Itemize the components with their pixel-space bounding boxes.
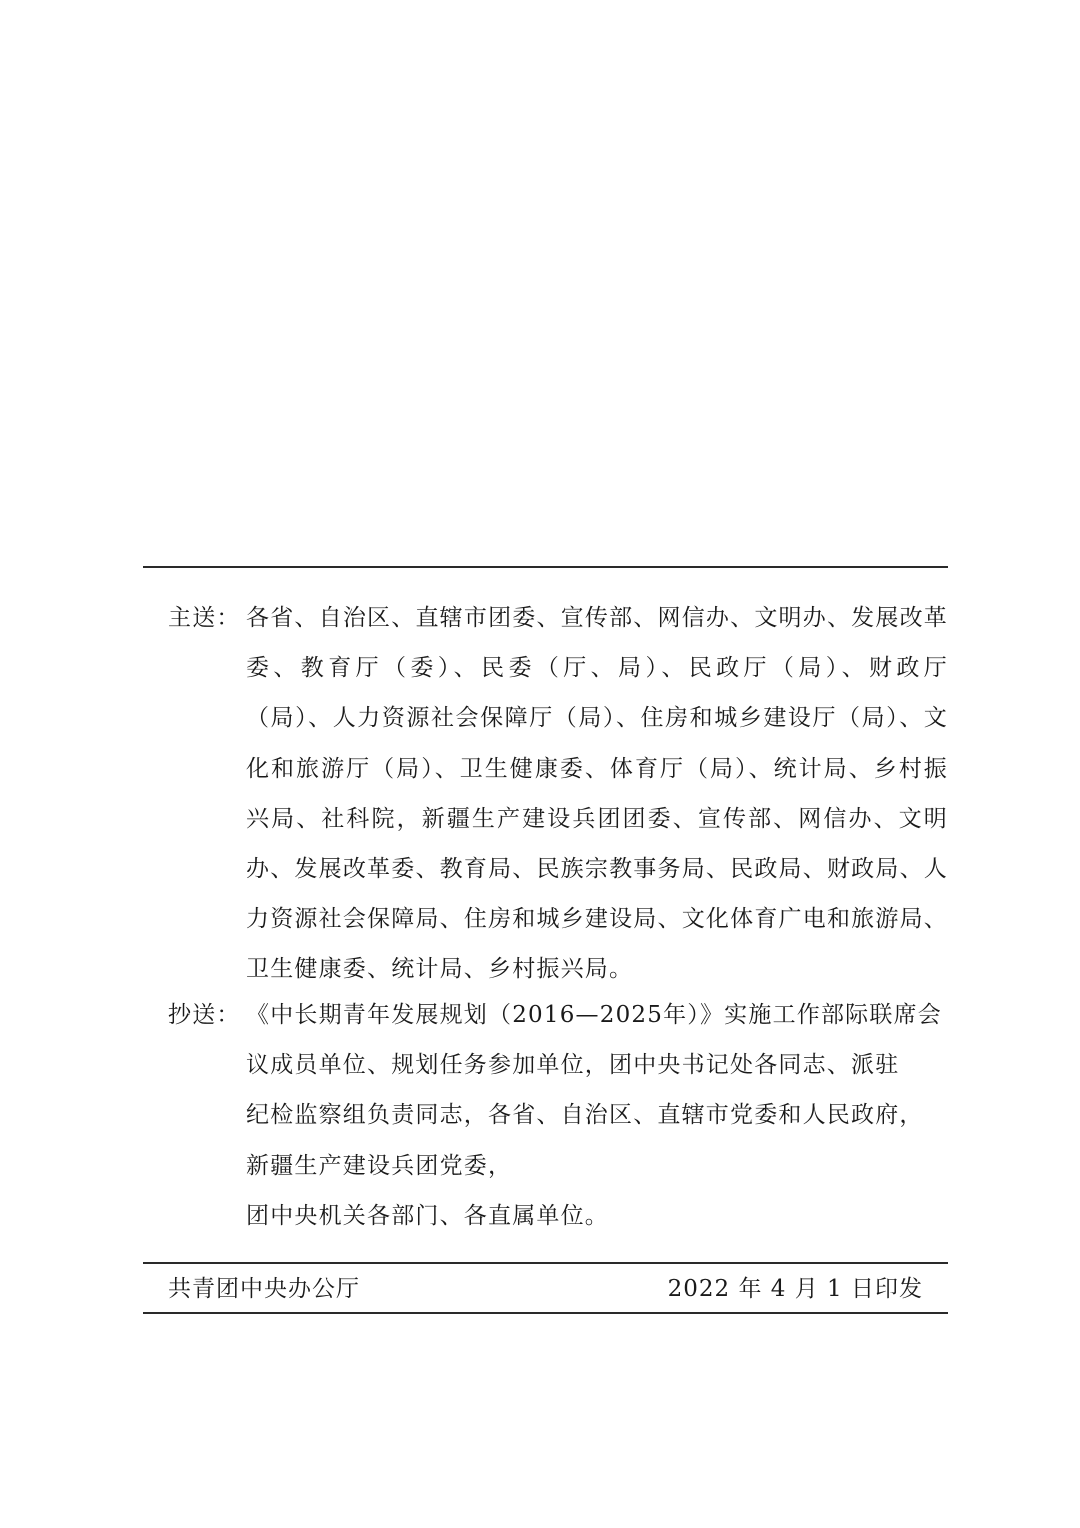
issuer-name: 共青团中央办公厅 [168,1276,360,1302]
middle-divider [143,1262,948,1264]
copy-recipients-line: 议成员单位、规划任务参加单位，团中央书记处各同志、派驻 [246,1052,900,1079]
copy-recipients-line: 《中长期青年发展规划（2016—2025年）》实施工作部际联席会 [246,1002,942,1028]
copy-recipients-line: 纪检监察组负责同志，各省、自治区、直辖市党委和人民政府， [246,1102,924,1129]
copy-recipients-text [246,990,948,1241]
copy-recipients-label: 抄送： [168,1002,241,1028]
copy-recipients-line: 团中央机关各部门、各直属单位。 [246,1202,609,1229]
copy-recipients-line: 新疆生产建设兵团党委， [246,1152,513,1179]
copy-recipients-section [168,990,948,1241]
main-recipients-label: 主送： [168,605,241,631]
issue-date: 2022 年 4 月 1 日印发 [667,1276,923,1302]
main-recipients-text: 各省、自治区、直辖市团委、宣传部、网信办、文明办、发展改革委、教育厅（委）、民委（厅、局）、民政厅（局）、财政厅（局）、人力资源社会保障厅（局）、住房和城乡建设厅（局）、文化和旅游厅（局）、卫生健康委、体育厅（局）、统计局、乡村振兴局、社科院，新疆生产建设兵团团委、宣传部、网信办、文明办、发展改革委、教育局、民族宗教事务局、民政局、财政局、人力资源社会保障局、住房和城乡建设局、文化体育广电和旅游局、卫生健康委、统计局、乡村振兴局。 [246,605,948,983]
issuance-footer [168,1270,923,1308]
bottom-divider [143,1312,948,1314]
top-divider [143,566,948,568]
main-recipients-section [168,593,948,995]
